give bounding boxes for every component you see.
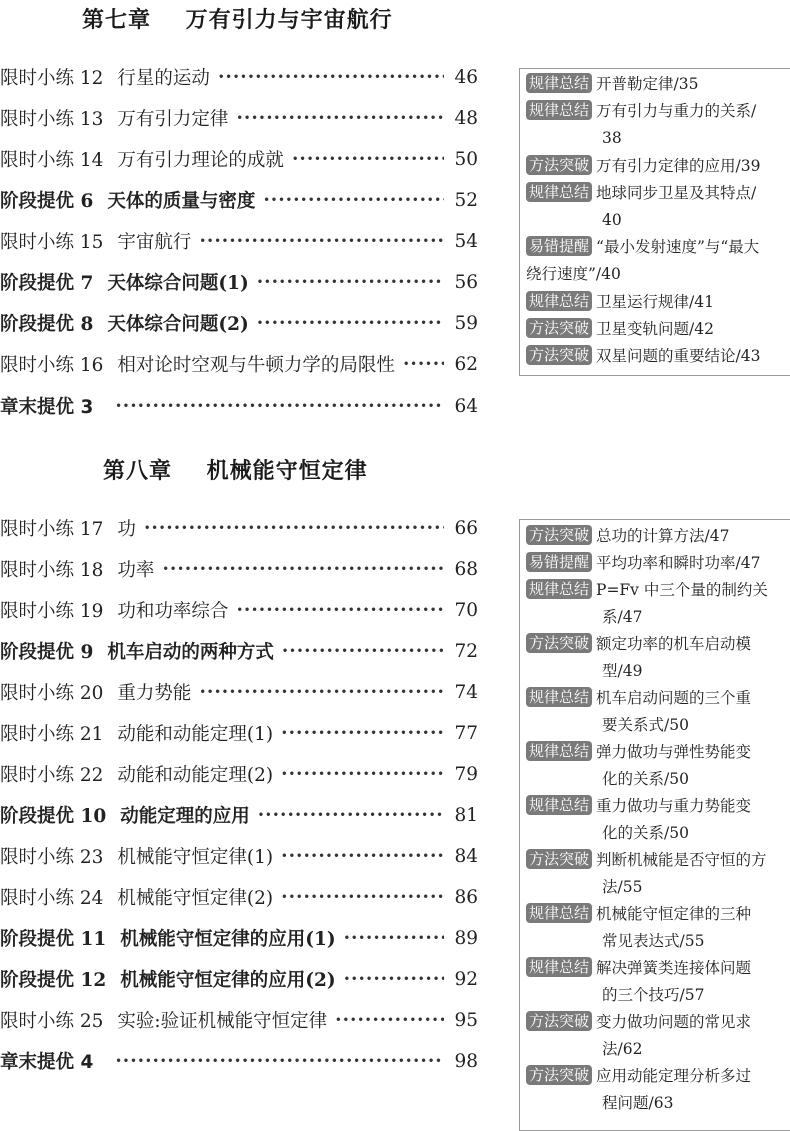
leader-dots [403, 354, 444, 372]
tip-tag: 规律总结 [526, 795, 592, 815]
entry-title: 机械能守恒定律(2) [117, 888, 274, 909]
tip-item [526, 153, 790, 180]
toc-entry[interactable] [0, 1005, 478, 1035]
chapter-8-title: 第八章 机械能守恒定律 [103, 459, 368, 484]
entry-title: 相对论时空观与牛顿力学的局限性 [117, 355, 395, 376]
entry-page: 48 [454, 107, 478, 129]
entry-page: 74 [454, 681, 478, 703]
entry-label: 限时小练 19 [0, 601, 104, 622]
tip-text-continued: 法/55 [602, 878, 643, 896]
leader-dots [335, 1010, 444, 1028]
tip-text: 卫星变轨问题/42 [596, 320, 714, 338]
tip-tag: 规律总结 [526, 957, 592, 977]
chapter-8-tips-box [519, 519, 790, 1131]
entry-title: 动能和动能定理(1) [117, 724, 274, 745]
entry-label: 限时小练 15 [0, 232, 104, 253]
toc-entry[interactable] [0, 595, 478, 625]
leader-dots [199, 231, 444, 249]
entry-label: 阶段提优 7 [0, 273, 94, 294]
tip-tag: 方法突破 [526, 318, 592, 338]
leader-dots [281, 846, 444, 864]
tip-tag: 方法突破 [526, 525, 592, 545]
leader-dots [162, 559, 444, 577]
toc-entry[interactable] [0, 1046, 478, 1076]
entry-label: 限时小练 22 [0, 765, 104, 786]
leader-dots [257, 272, 444, 290]
tip-tag: 方法突破 [526, 155, 592, 175]
leader-dots [344, 969, 444, 987]
toc-entry[interactable] [0, 185, 478, 215]
leader-dots [257, 313, 444, 331]
entry-title: 机械能守恒定律的应用(1) [120, 929, 336, 950]
toc-entry[interactable] [0, 800, 478, 830]
leader-dots [236, 108, 444, 126]
entry-title: 天体综合问题(2) [107, 314, 249, 335]
entry-page: 62 [454, 353, 478, 375]
toc-entry[interactable] [0, 718, 478, 748]
tip-item [526, 180, 790, 234]
leader-dots [263, 190, 444, 208]
entry-page: 66 [454, 517, 478, 539]
tip-text-continued: 型/49 [602, 662, 643, 680]
tip-tag: 规律总结 [526, 291, 592, 311]
leader-dots [281, 764, 444, 782]
entry-page: 59 [454, 312, 478, 334]
toc-entry[interactable] [0, 636, 478, 666]
entry-page: 79 [454, 763, 478, 785]
toc-entry[interactable] [0, 841, 478, 871]
tip-text: 额定功率的机车启动模 [596, 635, 752, 653]
tip-text: 机械能守恒定律的三种 [596, 905, 752, 923]
tip-text-continued: 要关系式/50 [602, 716, 689, 734]
toc-entry[interactable] [0, 62, 478, 92]
entry-label: 限时小练 24 [0, 888, 104, 909]
tip-item [526, 316, 790, 343]
entry-label: 限时小练 23 [0, 847, 104, 868]
toc-entry[interactable] [0, 554, 478, 584]
tip-item [526, 1063, 790, 1117]
tip-item [526, 550, 790, 577]
tip-tag: 规律总结 [526, 182, 592, 202]
tip-text-continued: 的三个技巧/57 [602, 986, 705, 1004]
entry-label: 限时小练 17 [0, 519, 104, 540]
entry-title: 功率 [117, 560, 155, 581]
leader-dots [344, 928, 444, 946]
tip-text: 应用动能定理分析多过 [596, 1067, 752, 1085]
tip-text-continued: 程问题/63 [602, 1094, 674, 1112]
entry-title: 天体的质量与密度 [107, 191, 256, 212]
entry-title: 功 [117, 519, 136, 540]
tip-tag: 规律总结 [526, 100, 592, 120]
leader-dots [218, 67, 444, 85]
tip-text-continued: 40 [602, 211, 622, 229]
tip-text: P=Fv 中三个量的制约关 [596, 581, 768, 599]
tip-text: 地球同步卫星及其特点/ [596, 184, 757, 202]
tip-text: 重力做功与重力势能变 [596, 797, 752, 815]
entry-label: 章末提优 3 [0, 397, 94, 418]
tip-tag: 规律总结 [526, 741, 592, 761]
tip-text-continued: 法/62 [602, 1040, 643, 1058]
leader-dots [115, 396, 444, 414]
toc-entry[interactable] [0, 226, 478, 256]
entry-page: 84 [454, 845, 478, 867]
entry-page: 72 [454, 640, 478, 662]
entry-label: 限时小练 25 [0, 1011, 104, 1032]
entry-page: 92 [454, 968, 478, 990]
entry-page: 56 [454, 271, 478, 293]
entry-label: 阶段提优 10 [0, 806, 107, 827]
entry-title: 实验:验证机械能守恒定律 [117, 1011, 328, 1032]
entry-label: 限时小练 14 [0, 150, 104, 171]
toc-entry[interactable] [0, 103, 478, 133]
entry-title: 动能定理的应用 [120, 806, 250, 827]
toc-entry[interactable] [0, 308, 478, 338]
tip-text: “最小发射速度”与“最大 [596, 238, 760, 256]
entry-title: 重力势能 [117, 683, 192, 704]
tip-tag: 规律总结 [526, 73, 592, 93]
entry-page: 50 [454, 148, 478, 170]
tip-text: 解决弹簧类连接体问题 [596, 959, 752, 977]
entry-label: 限时小练 12 [0, 68, 104, 89]
entry-title: 机械能守恒定律的应用(2) [120, 970, 336, 991]
entry-label: 限时小练 13 [0, 109, 104, 130]
tip-text: 万有引力与重力的关系/ [596, 102, 757, 120]
tip-text-continued: 绕行速度”/40 [526, 265, 621, 283]
entry-label: 限时小练 21 [0, 724, 104, 745]
leader-dots [258, 805, 444, 823]
entry-page: 46 [454, 66, 478, 88]
entry-label: 阶段提优 9 [0, 642, 94, 663]
tip-item [526, 1009, 790, 1063]
tip-text: 判断机械能是否守恒的方 [596, 851, 767, 869]
entry-title: 机械能守恒定律(1) [117, 847, 274, 868]
tip-item [526, 343, 790, 370]
tip-item [526, 631, 790, 685]
entry-page: 68 [454, 558, 478, 580]
entry-label: 阶段提优 12 [0, 970, 107, 991]
entry-title: 机车启动的两种方式 [107, 642, 274, 663]
tip-tag: 规律总结 [526, 579, 592, 599]
tip-item [526, 901, 790, 955]
entry-title: 行星的运动 [117, 68, 210, 89]
entry-page: 77 [454, 722, 478, 744]
tip-text: 万有引力定律的应用/39 [596, 157, 761, 175]
leader-dots [115, 1051, 444, 1069]
entry-label: 阶段提优 8 [0, 314, 94, 335]
entry-label: 阶段提优 11 [0, 929, 107, 950]
tip-text: 弹力做功与弹性势能变 [596, 743, 752, 761]
tip-text: 机车启动问题的三个重 [596, 689, 752, 707]
tip-text: 平均功率和瞬时功率/47 [596, 554, 761, 572]
tip-tag: 方法突破 [526, 1065, 592, 1085]
entry-page: 98 [454, 1050, 478, 1072]
toc-entry[interactable] [0, 882, 478, 912]
entry-label: 限时小练 18 [0, 560, 104, 581]
entry-title: 万有引力理论的成就 [117, 150, 284, 171]
entry-title: 功和功率综合 [117, 601, 229, 622]
entry-page: 64 [454, 395, 478, 417]
toc-entry[interactable] [0, 923, 478, 953]
entry-label: 章末提优 4 [0, 1052, 94, 1073]
leader-dots [292, 149, 444, 167]
toc-entry[interactable] [0, 391, 478, 421]
tip-text: 变力做功问题的常见求 [596, 1013, 752, 1031]
toc-entry[interactable] [0, 964, 478, 994]
tip-text-continued: 38 [602, 129, 622, 147]
tip-text: 卫星运行规律/41 [596, 293, 714, 311]
tip-tag: 规律总结 [526, 903, 592, 923]
toc-entry[interactable] [0, 349, 478, 379]
tip-item [526, 847, 790, 901]
leader-dots [199, 682, 444, 700]
tip-tag: 方法突破 [526, 633, 592, 653]
tip-item [526, 793, 790, 847]
entry-title: 万有引力定律 [117, 109, 229, 130]
tip-item [526, 577, 790, 631]
chapter-7-title: 第七章 万有引力与宇宙航行 [82, 8, 393, 33]
tip-text-continued: 系/47 [602, 608, 643, 626]
entry-page: 95 [454, 1009, 478, 1031]
entry-label: 阶段提优 6 [0, 191, 94, 212]
tip-text-continued: 化的关系/50 [602, 824, 689, 842]
leader-dots [281, 887, 444, 905]
entry-page: 70 [454, 599, 478, 621]
entry-page: 81 [454, 804, 478, 826]
entry-page: 86 [454, 886, 478, 908]
tip-tag: 方法突破 [526, 1011, 592, 1031]
tip-item [526, 71, 790, 98]
leader-dots [236, 600, 444, 618]
tip-tag: 规律总结 [526, 687, 592, 707]
entry-title: 宇宙航行 [117, 232, 192, 253]
entry-page: 52 [454, 189, 478, 211]
entry-label: 限时小练 16 [0, 355, 104, 376]
chapter-7-tips-box [519, 68, 790, 376]
tip-text-continued: 化的关系/50 [602, 770, 689, 788]
tip-item [526, 523, 790, 550]
toc-entry[interactable] [0, 513, 478, 543]
entry-label: 限时小练 20 [0, 683, 104, 704]
tip-item [526, 739, 790, 793]
tip-tag: 易错提醒 [526, 552, 592, 572]
leader-dots [282, 641, 444, 659]
tip-text-continued: 常见表达式/55 [602, 932, 705, 950]
tip-text: 开普勒定律/35 [596, 75, 699, 93]
tip-text: 双星问题的重要结论/43 [596, 347, 761, 365]
tip-text: 总功的计算方法/47 [596, 527, 730, 545]
entry-page: 54 [454, 230, 478, 252]
toc-entry[interactable] [0, 267, 478, 297]
tip-item [526, 98, 790, 152]
tip-tag: 易错提醒 [526, 236, 592, 256]
leader-dots [281, 723, 444, 741]
toc-entry[interactable] [0, 759, 478, 789]
entry-page: 89 [454, 927, 478, 949]
toc-entry[interactable] [0, 677, 478, 707]
entry-title: 天体综合问题(1) [107, 273, 249, 294]
tip-item [526, 685, 790, 739]
tip-tag: 方法突破 [526, 345, 592, 365]
entry-title: 动能和动能定理(2) [117, 765, 274, 786]
tip-item [526, 955, 790, 1009]
leader-dots [144, 518, 444, 536]
tip-item [526, 234, 790, 288]
tip-item [526, 289, 790, 316]
toc-entry[interactable] [0, 144, 478, 174]
tip-tag: 方法突破 [526, 849, 592, 869]
